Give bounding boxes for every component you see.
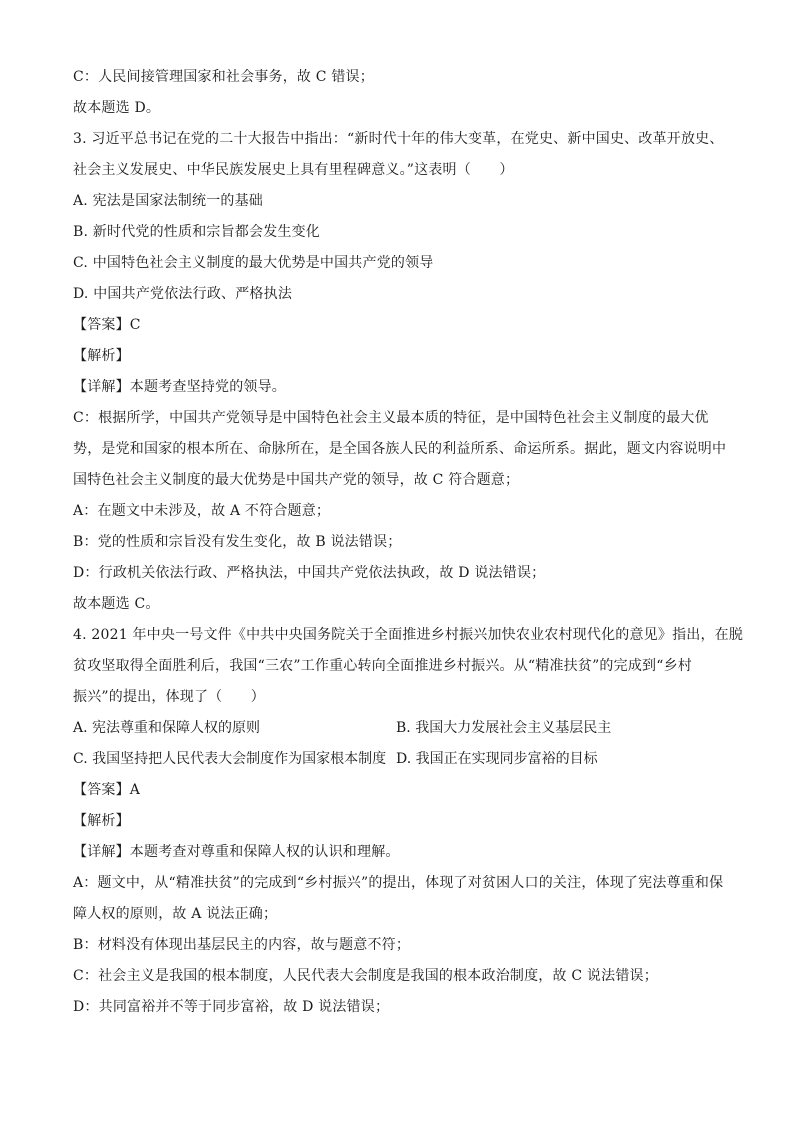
question-3-option-b: B. 新时代党的性质和宗旨都会发生变化 bbox=[73, 224, 320, 240]
question-4-option-c: C. 我国坚持把人民代表大会制度作为国家根本制度 bbox=[73, 751, 387, 767]
conclusion-prev: 故本题选 D。 bbox=[73, 100, 161, 116]
question-3-explanation-c-line-3: 国特色社会主义制度的最大优势是中国共产党的领导，故 C 符合题意； bbox=[73, 472, 520, 488]
question-4-option-d: D. 我国正在实现同步富裕的目标 bbox=[396, 751, 598, 767]
explanation-c-prev: C：人民间接管理国家和社会事务，故 C 错误； bbox=[73, 69, 374, 85]
question-4-explanation-d: D：共同富裕并不等于同步富裕，故 D 说法错误； bbox=[73, 999, 390, 1015]
question-4-explanation-b: B：材料没有体现出基层民主的内容，故与题意不符； bbox=[73, 937, 411, 953]
question-4-stem-line-1: 4. 2021 年中央一号文件《中共中央国务院关于全面推进乡村振兴加快农业农村现代化的意见》指出，在脱 bbox=[73, 627, 744, 643]
question-4-answer: 【答案】A bbox=[73, 782, 141, 798]
question-3-explanation-d: D：行政机关依法行政、严格执法，中国共产党依法执政，故 D 说法错误； bbox=[73, 565, 546, 581]
question-4-stem-line-2: 贫攻坚取得全面胜利后，我国“三农”工作重心转向全面推进乡村振兴。从“精准扶贫”的完成到“乡村 bbox=[73, 658, 692, 674]
question-4-explanation-a-line-2: 障人权的原则，故 A 说法正确； bbox=[73, 906, 278, 922]
question-3-explanation-c-line-2: 势，是党和国家的根本所在、命脉所在，是全国各族人民的利益所系、命运所系。据此，题文内容说明中 bbox=[73, 441, 727, 457]
question-3-stem-line-1: 3. 习近平总书记在党的二十大报告中指出：“新时代十年的伟大变革，在党史、新中国史、改革开放史、 bbox=[73, 131, 724, 147]
question-3-stem-line-2: 社会主义发展史、中华民族发展史上具有里程碑意义。”这表明（ ） bbox=[73, 162, 514, 178]
question-4-analysis-heading: 【解析】 bbox=[73, 813, 130, 829]
question-4-option-b: B. 我国大力发展社会主义基层民主 bbox=[396, 720, 612, 736]
document-page bbox=[73, 62, 744, 1023]
question-3-explanation-b: B：党的性质和宗旨没有发生变化，故 B 说法错误； bbox=[73, 534, 402, 550]
question-4-options-row-1 bbox=[73, 713, 733, 744]
question-3-option-c: C. 中国特色社会主义制度的最大优势是中国共产党的领导 bbox=[73, 255, 434, 271]
question-4-options-row-2 bbox=[73, 744, 733, 775]
question-4-detail: 【详解】本题考查对尊重和保障人权的认识和理解。 bbox=[73, 844, 400, 860]
question-3-option-d: D. 中国共产党依法行政、严格执法 bbox=[73, 286, 293, 302]
question-3-answer: 【答案】C bbox=[73, 317, 141, 333]
question-4-option-a: A. 宪法尊重和保障人权的原则 bbox=[73, 720, 261, 736]
question-3-analysis-heading: 【解析】 bbox=[73, 348, 130, 364]
question-4-stem-line-3: 振兴”的提出，体现了（ ） bbox=[73, 689, 265, 705]
question-4-explanation-a-line-1: A：题文中，从“精准扶贫”的完成到“乡村振兴”的提出，体现了对贫困人口的关注，体现了宪法尊重和保 bbox=[73, 875, 724, 891]
question-3-explanation-a: A：在题文中未涉及，故 A 不符合题意； bbox=[73, 503, 331, 519]
question-3-detail: 【详解】本题考查坚持党的领导。 bbox=[73, 379, 286, 395]
question-3-option-a: A. 宪法是国家法制统一的基础 bbox=[73, 193, 264, 209]
question-4-explanation-c: C：社会主义是我国的根本制度，人民代表大会制度是我国的根本政治制度，故 C 说法错误； bbox=[73, 968, 658, 984]
question-3-conclusion: 故本题选 C。 bbox=[73, 596, 160, 612]
question-3-explanation-c-line-1: C：根据所学，中国共产党领导是中国特色社会主义最本质的特征，是中国特色社会主义制度的最大优 bbox=[73, 410, 709, 426]
